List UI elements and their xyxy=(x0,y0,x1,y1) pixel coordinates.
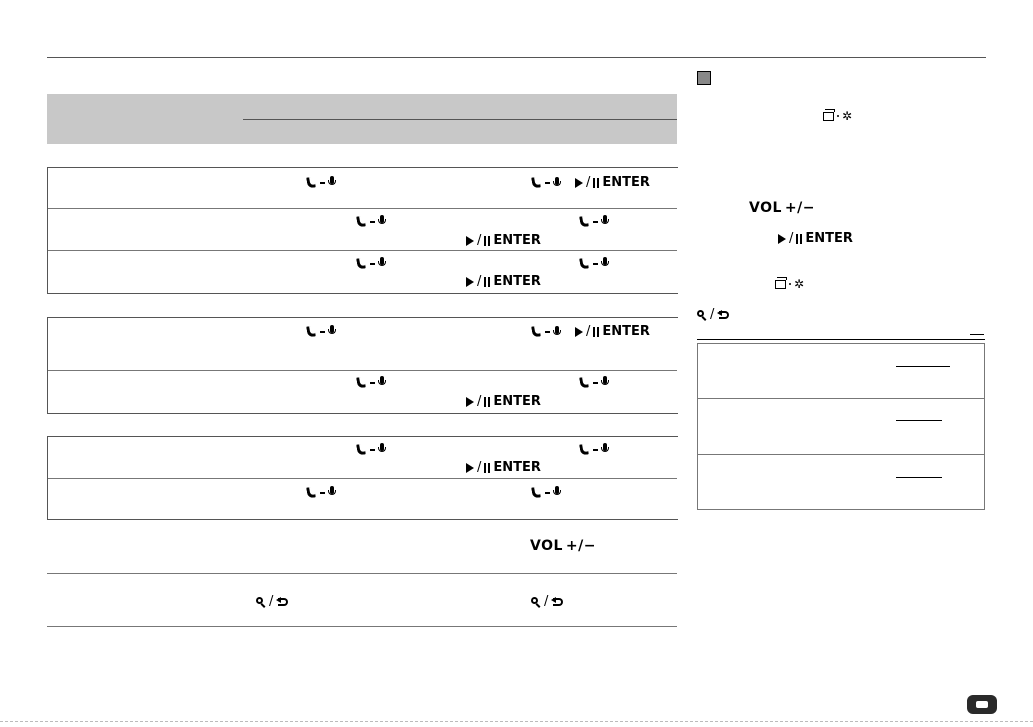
enter-label: ENTER xyxy=(602,324,650,339)
search-back-key xyxy=(697,308,729,322)
call-mic-key xyxy=(580,257,609,270)
mic-icon xyxy=(553,326,561,339)
enter-key xyxy=(466,395,541,409)
play-icon xyxy=(778,234,786,244)
dash-icon xyxy=(370,221,375,223)
back-icon xyxy=(717,310,729,320)
vol-signs: +/− xyxy=(565,538,596,554)
pause-icon xyxy=(484,236,490,246)
play-icon xyxy=(466,463,474,473)
phone-icon xyxy=(357,377,367,389)
dash-icon xyxy=(370,382,375,384)
slash: / xyxy=(586,324,591,339)
call-mic-key xyxy=(580,443,609,456)
slash: / xyxy=(710,307,715,322)
vol-label: VOL xyxy=(749,200,782,216)
vol-key xyxy=(530,539,596,553)
dash-icon xyxy=(593,382,598,384)
call-mic-key xyxy=(357,443,386,456)
call-mic-key xyxy=(307,325,336,338)
row-separator xyxy=(697,454,985,455)
call-mic-key xyxy=(307,176,336,189)
phone-icon xyxy=(307,487,317,499)
phone-icon xyxy=(532,487,542,499)
pause-icon xyxy=(593,178,599,188)
phone-icon xyxy=(532,326,542,338)
pause-icon xyxy=(484,463,490,473)
phone-icon xyxy=(307,177,317,189)
row-separator xyxy=(48,370,677,371)
display-settings-key xyxy=(823,109,852,123)
back-icon xyxy=(551,597,563,607)
slash: / xyxy=(586,175,591,190)
enter-label: ENTER xyxy=(493,274,541,289)
enter-key xyxy=(466,234,541,248)
phone-icon xyxy=(357,444,367,456)
play-icon xyxy=(575,327,583,337)
dot-icon xyxy=(837,115,839,117)
underline-mark xyxy=(896,420,942,421)
search-icon xyxy=(697,310,707,321)
vol-label: VOL xyxy=(530,538,563,554)
right-table xyxy=(697,343,985,510)
dash-icon xyxy=(545,492,550,494)
pause-icon xyxy=(796,234,802,244)
gear-icon: ✲ xyxy=(794,277,805,291)
mic-icon xyxy=(601,257,609,270)
header-divider xyxy=(243,119,677,120)
row-separator xyxy=(48,208,677,209)
window-icon xyxy=(823,112,834,121)
call-mic-key xyxy=(580,376,609,389)
page-crop-line xyxy=(0,721,1033,722)
play-icon xyxy=(466,236,474,246)
call-mic-enter-key xyxy=(532,325,650,339)
slash: / xyxy=(477,233,482,248)
dash-icon xyxy=(320,492,325,494)
slash: / xyxy=(477,460,482,475)
dash-icon xyxy=(320,331,325,333)
mic-icon xyxy=(378,215,386,228)
page-badge-icon xyxy=(967,695,997,714)
mic-icon xyxy=(601,376,609,389)
call-mic-key xyxy=(357,215,386,228)
underline-mark xyxy=(896,477,942,478)
dash-icon xyxy=(593,263,598,265)
play-icon xyxy=(575,178,583,188)
row-separator xyxy=(48,250,677,251)
slash: / xyxy=(269,594,274,609)
mic-icon xyxy=(378,376,386,389)
mic-icon xyxy=(601,215,609,228)
dash-icon xyxy=(593,449,598,451)
mic-icon xyxy=(378,443,386,456)
mic-icon xyxy=(328,325,336,338)
table-bottom-rule xyxy=(47,626,677,627)
call-mic-enter-key xyxy=(532,176,650,190)
enter-label: ENTER xyxy=(493,233,541,248)
search-back-key xyxy=(256,595,288,609)
right-table-top-rule xyxy=(697,339,985,340)
dash-icon xyxy=(370,449,375,451)
search-back-key xyxy=(531,595,563,609)
slash: / xyxy=(477,274,482,289)
enter-key xyxy=(466,275,541,289)
dash-icon xyxy=(320,182,325,184)
phone-icon xyxy=(357,258,367,270)
enter-label: ENTER xyxy=(493,460,541,475)
call-mic-key xyxy=(580,215,609,228)
phone-icon xyxy=(532,177,542,189)
enter-key xyxy=(778,232,853,246)
pause-icon xyxy=(484,277,490,287)
mic-icon xyxy=(328,486,336,499)
mic-icon xyxy=(553,177,561,190)
pause-icon xyxy=(593,327,599,337)
phone-icon xyxy=(580,377,590,389)
dash-icon xyxy=(545,182,550,184)
slash: / xyxy=(477,394,482,409)
search-icon xyxy=(256,597,266,608)
call-mic-key xyxy=(357,257,386,270)
section-marker-square xyxy=(697,71,711,85)
mic-icon xyxy=(553,486,561,499)
back-icon xyxy=(276,597,288,607)
underline-mark xyxy=(896,366,950,367)
mic-icon xyxy=(378,257,386,270)
enter-label: ENTER xyxy=(602,175,650,190)
enter-label: ENTER xyxy=(493,394,541,409)
play-icon xyxy=(466,277,474,287)
gear-icon: ✲ xyxy=(842,109,853,123)
dash-icon xyxy=(370,263,375,265)
vol-signs: +/− xyxy=(784,200,815,216)
phone-icon xyxy=(580,444,590,456)
slash: / xyxy=(789,231,794,246)
play-icon xyxy=(466,397,474,407)
call-mic-key xyxy=(532,486,561,499)
search-icon xyxy=(531,597,541,608)
slash: / xyxy=(544,594,549,609)
phone-icon xyxy=(357,216,367,228)
top-rule xyxy=(47,57,986,58)
dot-icon xyxy=(789,283,791,285)
phone-icon xyxy=(580,258,590,270)
display-settings-key xyxy=(775,277,804,291)
call-mic-key xyxy=(357,376,386,389)
enter-label: ENTER xyxy=(805,231,853,246)
underline-mark xyxy=(970,334,984,335)
row-separator xyxy=(697,398,985,399)
row-separator xyxy=(47,573,677,574)
dash-icon xyxy=(593,221,598,223)
phone-icon xyxy=(307,326,317,338)
mic-icon xyxy=(328,176,336,189)
pause-icon xyxy=(484,397,490,407)
window-icon xyxy=(775,280,786,289)
mic-icon xyxy=(601,443,609,456)
row-separator xyxy=(48,478,677,479)
call-mic-key xyxy=(307,486,336,499)
vol-key xyxy=(749,201,815,215)
enter-key xyxy=(466,461,541,475)
dash-icon xyxy=(545,331,550,333)
phone-icon xyxy=(580,216,590,228)
